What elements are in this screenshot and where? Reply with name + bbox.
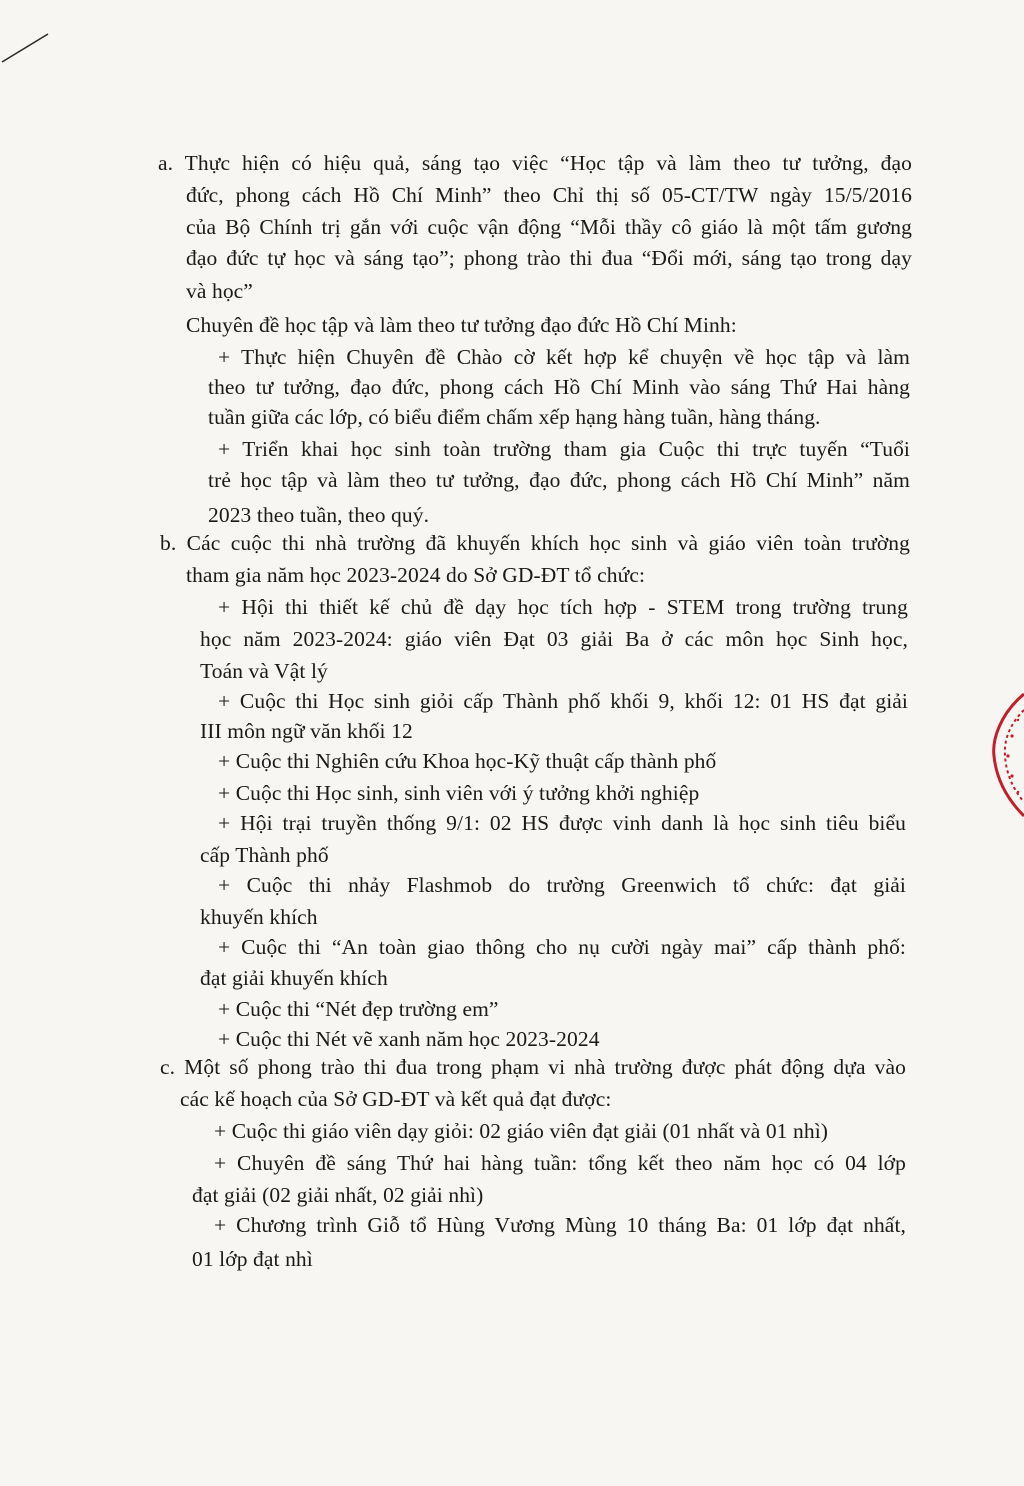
section-c-item-2-line-2: đạt giải (02 giải nhất, 02 giải nhì) bbox=[192, 1183, 484, 1207]
section-c-item-3-line-2: 01 lớp đạt nhì bbox=[192, 1247, 313, 1271]
section-b-line-2: tham gia năm học 2023-2024 do Sở GD-ĐT tổ chức: bbox=[186, 563, 646, 587]
section-b-item-8: + Cuộc thi “Nét đẹp trường em” bbox=[218, 997, 499, 1021]
section-b-item-9: + Cuộc thi Nét vẽ xanh năm học 2023-2024 bbox=[218, 1027, 600, 1051]
section-c-item-2-line-1: + Chuyên đề sáng Thứ hai hàng tuần: tổng kết theo năm học có 04 lớp bbox=[214, 1151, 906, 1175]
section-a-item-1-line-1: + Thực hiện Chuyên đề Chào cờ kết hợp kể chuyện về học tập và làm bbox=[218, 345, 910, 369]
section-a-line-2: đức, phong cách Hồ Chí Minh” theo Chỉ thị số 05-CT/TW ngày 15/5/2016 bbox=[186, 183, 912, 207]
section-c-item-3-line-1: + Chương trình Giỗ tổ Hùng Vương Mùng 10 tháng Ba: 01 lớp đạt nhất, bbox=[214, 1213, 906, 1237]
section-a-line-4: đạo đức tự học và sáng tạo”; phong trào thi đua “Đổi mới, sáng tạo trong dạy bbox=[186, 246, 912, 270]
section-a-line-1: a. Thực hiện có hiệu quả, sáng tạo việc “Học tập và làm theo tư tưởng, đạo bbox=[158, 151, 912, 175]
section-a-subheading: Chuyên đề học tập và làm theo tư tưởng đạo đức Hồ Chí Minh: bbox=[186, 313, 737, 337]
section-a-item-1-line-2: theo tư tưởng, đạo đức, phong cách Hồ Chí Minh vào sáng Thứ Hai hàng bbox=[208, 375, 910, 399]
section-b-item-4: + Cuộc thi Học sinh, sinh viên với ý tưởng khởi nghiệp bbox=[218, 781, 700, 805]
section-b-item-1-line-2: học năm 2023-2024: giáo viên Đạt 03 giải Ba ở các môn học Sinh học, bbox=[200, 627, 908, 651]
section-b-line-1: b. Các cuộc thi nhà trường đã khuyến khích học sinh và giáo viên toàn trường bbox=[160, 531, 910, 555]
section-b-item-1-line-3: Toán và Vật lý bbox=[200, 659, 328, 683]
section-a-item-1-line-3: tuần giữa các lớp, có biểu điểm chấm xếp hạng hàng tuần, hàng tháng. bbox=[208, 405, 821, 429]
section-c-line-2: các kế hoạch của Sở GD-ĐT và kết quả đạt được: bbox=[180, 1087, 612, 1111]
section-b-item-7-line-1: + Cuộc thi “An toàn giao thông cho nụ cười ngày mai” cấp thành phố: bbox=[218, 935, 906, 959]
section-c-item-1: + Cuộc thi giáo viên dạy giỏi: 02 giáo viên đạt giải (01 nhất và 01 nhì) bbox=[214, 1119, 829, 1143]
section-a-line-3: của Bộ Chính trị gắn với cuộc vận động “Mỗi thầy cô giáo là một tấm gương bbox=[186, 215, 912, 239]
section-a-line-5: và học” bbox=[186, 279, 253, 303]
section-b-item-6-line-1: + Cuộc thi nhảy Flashmob do trường Greenwich tổ chức: đạt giải bbox=[218, 873, 906, 897]
section-a-item-2-line-1: + Triển khai học sinh toàn trường tham gia Cuộc thi trực tuyến “Tuổi bbox=[218, 437, 910, 461]
section-b-item-2-line-1: + Cuộc thi Học sinh giỏi cấp Thành phố khối 9, khối 12: 01 HS đạt giải bbox=[218, 689, 908, 713]
section-c-line-1: c. Một số phong trào thi đua trong phạm vi nhà trường được phát động dựa vào bbox=[160, 1055, 906, 1079]
section-b-item-2-line-2: III môn ngữ văn khối 12 bbox=[200, 719, 413, 743]
stamp-seal-icon bbox=[990, 690, 1024, 820]
section-b-item-6-line-2: khuyến khích bbox=[200, 905, 318, 929]
section-b-item-3: + Cuộc thi Nghiên cứu Khoa học-Kỹ thuật cấp thành phố bbox=[218, 749, 717, 773]
section-b-item-5-line-1: + Hội trại truyền thống 9/1: 02 HS được vinh danh là học sinh tiêu biểu bbox=[218, 811, 906, 835]
section-b-item-1-line-1: + Hội thi thiết kế chủ đề dạy học tích hợp - STEM trong trường trung bbox=[218, 595, 908, 619]
section-b-item-7-line-2: đạt giải khuyến khích bbox=[200, 966, 388, 990]
section-a-item-2-line-2: trẻ học tập và làm theo tư tưởng, đạo đức, phong cách Hồ Chí Minh” năm bbox=[208, 468, 910, 492]
section-a-item-2-line-3: 2023 theo tuần, theo quý. bbox=[208, 503, 430, 527]
section-b-item-5-line-2: cấp Thành phố bbox=[200, 843, 329, 867]
